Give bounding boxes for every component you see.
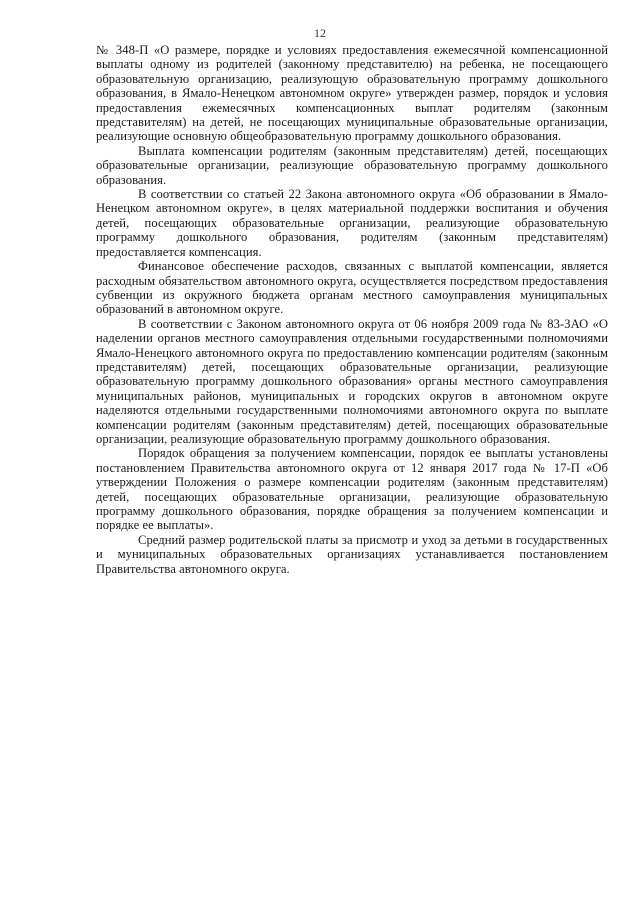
paragraph: Средний размер родительской платы за присмотр и уход за детьми в государственных и муниципальных образовательных организациях устанавливается постановлением Правительства автономного округа. — [96, 532, 608, 576]
page-number: 12 — [314, 26, 326, 40]
paragraph: Порядок обращения за получением компенсации, порядок ее выплаты установлены постановлением Правительства автономного округа от 12 января 2017 года № 17-П «Об утверждении Положения о размере компенсации родителям (законным представителям) детей, посещающих образовательные организации, реализующие образовательную программу дошкольного образования, порядке обращения за получением компенсации и порядке ее выплаты». — [96, 446, 608, 533]
paragraph: Выплата компенсации родителям (законным представителям) детей, посещающих образовательные организации, реализующие образовательную программу дошкольного образования. — [96, 143, 608, 187]
paragraph: В соответствии с Законом автономного округа от 06 ноября 2009 года № 83-ЗАО «О наделении органов местного самоуправления отдельными государственными полномочиями Ямало-Ненецкого автономного округа по предоставлению компенсации родителям (законным представителям) детей, посещающих образовательные организации, реализующие образовательную программу дошкольного образования» органы местного самоуправления муниципальных районов, муниципальных и городских округов в автономном округе наделяются отдельными государственными полномочиями автономного округа по выплате компенсации родителям (законным представителям) детей, посещающих образовательные организации, реализующие образовательную программу дошкольного образования. — [96, 316, 608, 446]
paragraph-continued: № 348-П «О размере, порядке и условиях предоставления ежемесячной компенсационной выплаты одному из родителей (законному представителю) на ребенка, не посещающего образовательную организацию, реализующую образовательную программу дошкольного образования, в Ямало-Ненецком автономном округе» утвержден размер, порядок и условия предоставления ежемесячных компенсационных выплат родителям (законным представителям) на детей, не посещающих муниципальные образовательные организации, реализующие основную общеобразовательную программу дошкольного образования. — [96, 43, 608, 144]
paragraph: В соответствии со статьей 22 Закона автономного округа «Об образовании в Ямало-Ненецком автономном округе», в целях материальной поддержки воспитания и обучения детей, посещающих образовательные организации, реализующие образовательную программу дошкольного образования, родителям (законным представителям) предоставляется компенсация. — [96, 187, 608, 259]
document-body — [96, 43, 608, 576]
paragraph: Финансовое обеспечение расходов, связанных с выплатой компенсации, является расходным обязательством автономного округа, осуществляется посредством предоставления субвенции из окружного бюджета органам местного самоуправления муниципальных образований в автономном округе. — [96, 259, 608, 317]
